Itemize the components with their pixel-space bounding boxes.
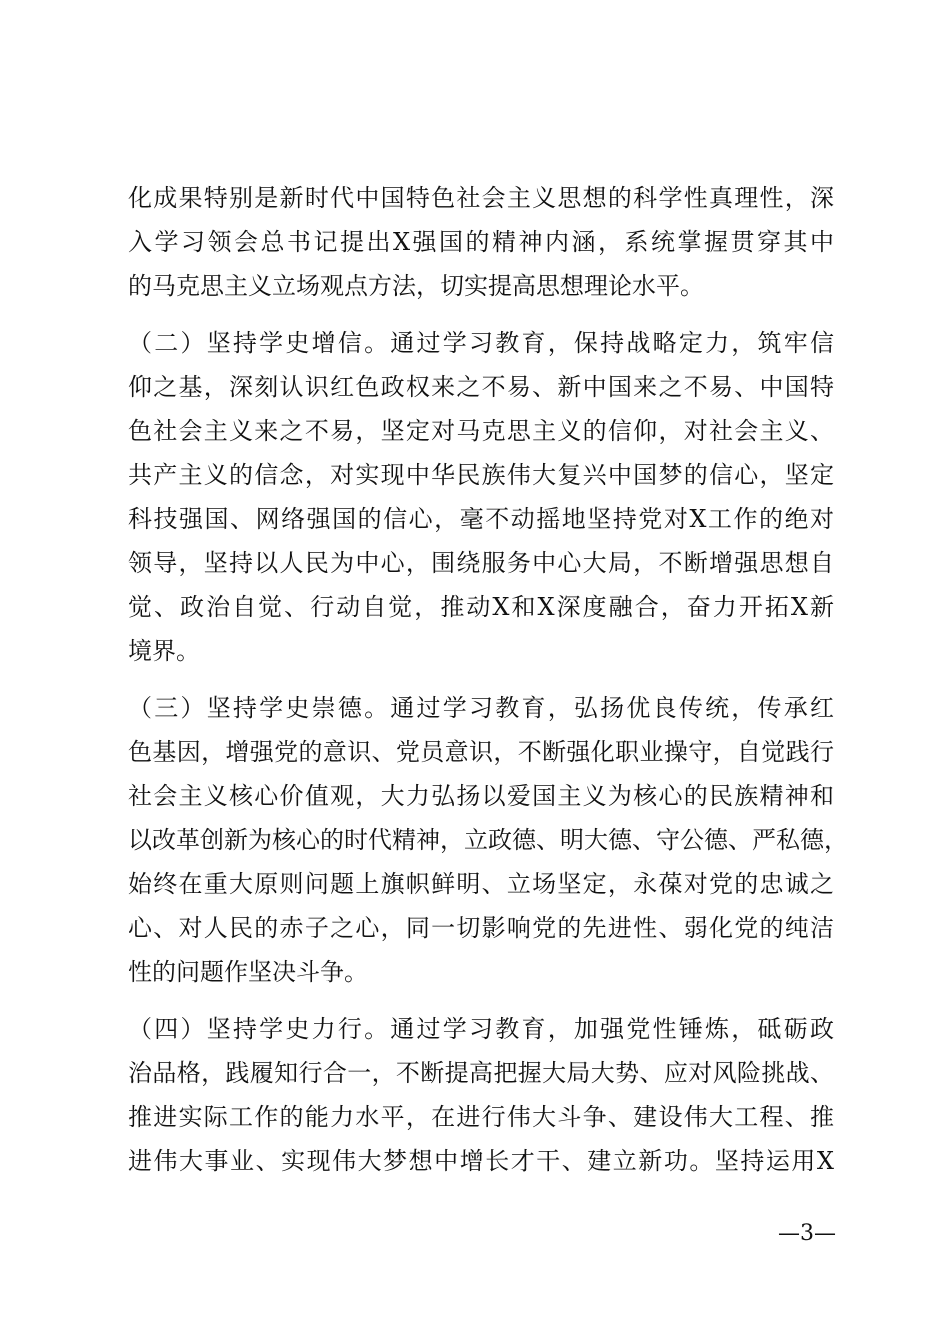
paragraph-continuation <box>128 178 834 310</box>
text-line: （三）坚持学史崇德。通过学习教育，弘扬优良传统，传承红 <box>128 694 834 722</box>
text-line: 以改革创新为核心的时代精神，立政德、明大德、守公德、严私德， <box>128 826 848 854</box>
text-line: 觉、政治自觉、行动自觉，推动X和X深度融合，奋力开拓X新 <box>128 593 834 621</box>
text-line: 推进实际工作的能力水平，在进行伟大斗争、建设伟大工程、推 <box>128 1103 834 1131</box>
text-line: 色社会主义来之不易，坚定对马克思主义的信仰，对社会主义、 <box>128 417 834 445</box>
text-line: 科技强国、网络强国的信心，毫不动摇地坚持党对X工作的绝对 <box>128 505 834 533</box>
text-line: 的马克思主义立场观点方法，切实提高思想理论水平。 <box>128 272 704 300</box>
text-line: 社会主义核心价值观，大力弘扬以爱国主义为核心的民族精神和 <box>128 782 834 810</box>
text-line: 入学习领会总书记提出X强国的精神内涵，系统掌握贯穿其中 <box>128 228 834 256</box>
text-line: 性的问题作坚决斗争。 <box>128 958 368 986</box>
text-line: 化成果特别是新时代中国特色社会主义思想的科学性真理性，深 <box>128 184 834 212</box>
page-number: —3— <box>778 1221 836 1246</box>
paragraph-section-4 <box>128 1009 834 1185</box>
text-line: 境界。 <box>128 637 200 665</box>
text-line: 色基因，增强党的意识、党员意识，不断强化职业操守，自觉践行 <box>128 738 834 766</box>
text-line: 心、对人民的赤子之心，同一切影响党的先进性、弱化党的纯洁 <box>128 914 834 942</box>
text-line: （二）坚持学史增信。通过学习教育，保持战略定力，筑牢信 <box>128 329 834 357</box>
paragraph-section-3 <box>128 688 848 996</box>
text-line: 治品格，践履知行合一，不断提高把握大局大势、应对风险挑战、 <box>128 1059 834 1087</box>
text-line: 始终在重大原则问题上旗帜鲜明、立场坚定，永葆对党的忠诚之 <box>128 870 834 898</box>
paragraph-section-2 <box>128 323 834 675</box>
text-line: 仰之基，深刻认识红色政权来之不易、新中国来之不易、中国特 <box>128 373 834 401</box>
text-line: 共产主义的信念，对实现中华民族伟大复兴中国梦的信心，坚定 <box>128 461 834 489</box>
body-text <box>128 178 848 1185</box>
text-line: （四）坚持学史力行。通过学习教育，加强党性锤炼，砥砺政 <box>128 1015 834 1043</box>
text-line: 领导，坚持以人民为中心，围绕服务中心大局，不断增强思想自 <box>128 549 834 577</box>
text-line: 进伟大事业、实现伟大梦想中增长才干、建立新功。坚持运用X <box>128 1147 834 1175</box>
